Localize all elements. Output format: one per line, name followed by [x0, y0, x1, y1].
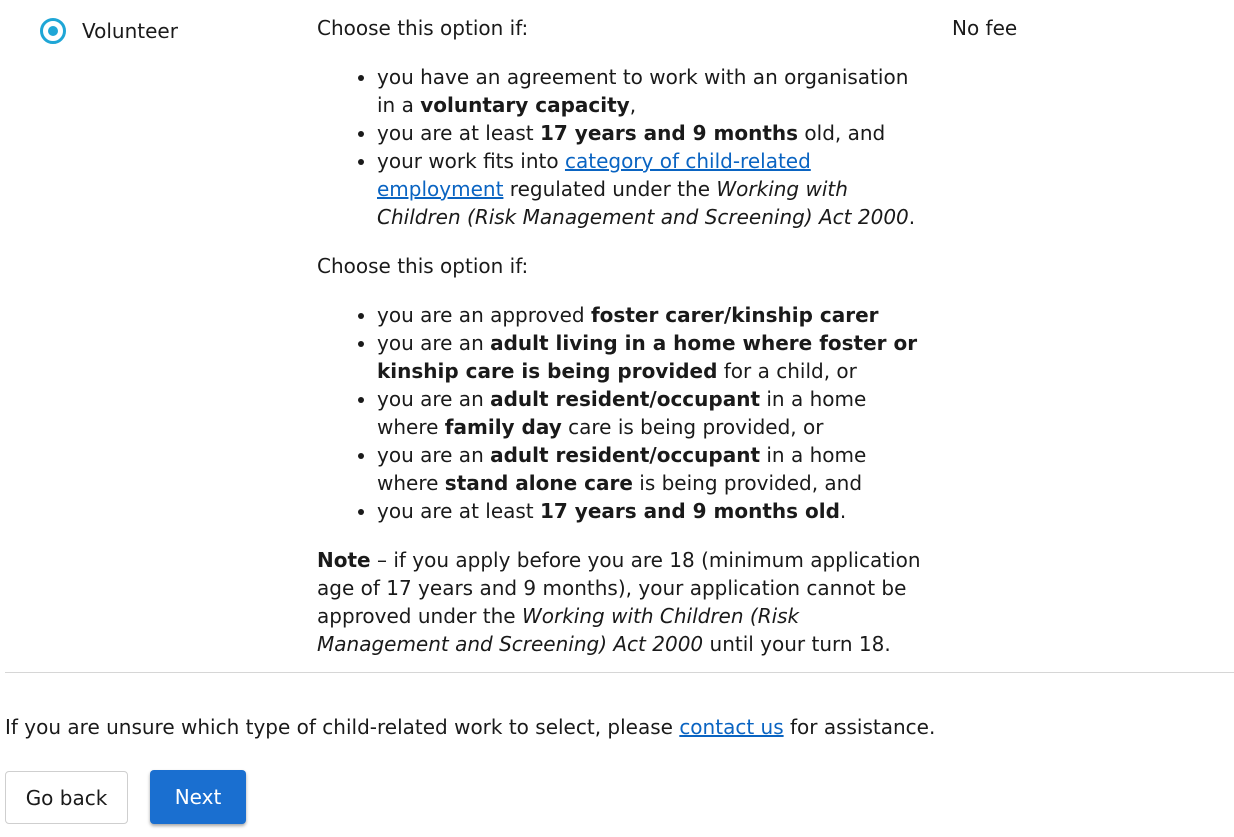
- list-bold: 17 years and 9 months old: [540, 499, 840, 523]
- list-text: ,: [629, 93, 637, 117]
- act-title: Working with Children (Risk Management and Screening) Act 2000: [317, 604, 800, 656]
- fee-amount: No fee: [952, 16, 1018, 40]
- help-text-pre: If you are unsure which type of child-related work to select, please: [5, 715, 680, 739]
- contact-us-link[interactable]: contact us: [679, 715, 784, 739]
- option-description: [317, 14, 927, 658]
- list-item: [377, 497, 927, 525]
- next-button[interactable]: Next: [150, 770, 246, 824]
- list-bold: adult resident/occupant: [490, 443, 761, 467]
- list-text: regulated under the: [503, 177, 717, 201]
- list-text: for a child, or: [717, 359, 857, 383]
- list-item: [377, 441, 927, 497]
- go-back-button[interactable]: Go back: [5, 771, 128, 824]
- list-bold: foster carer/kinship carer: [590, 303, 879, 327]
- list-item: [377, 385, 927, 441]
- list-bold: adult resident/occupant: [490, 387, 761, 411]
- note-text: until your turn 18.: [703, 632, 891, 656]
- list-bold: family day: [444, 415, 562, 439]
- radio-dot-icon: [48, 26, 58, 36]
- list-text: old, and: [798, 121, 886, 145]
- list-text: you are an: [377, 387, 491, 411]
- list-text: care is being provided, or: [561, 415, 824, 439]
- option-label: Volunteer: [82, 19, 178, 43]
- list-text: you are an: [377, 443, 491, 467]
- divider: [5, 672, 1234, 673]
- section2-list: [317, 301, 927, 525]
- list-item: [377, 329, 927, 385]
- list-bold: adult living in a home where foster or kinship care is being provided: [377, 331, 918, 383]
- help-text: [5, 713, 935, 741]
- section2-intro: Choose this option if:: [317, 254, 529, 278]
- list-bold: stand alone care: [444, 471, 633, 495]
- list-item: [377, 301, 927, 329]
- list-bold: voluntary capacity: [420, 93, 630, 117]
- list-text: .: [908, 205, 916, 229]
- act-title: Working with Children (Risk Management and Screening) Act 2000: [377, 177, 909, 229]
- note-paragraph: [317, 546, 927, 658]
- list-item: [377, 63, 927, 119]
- note-label: Note: [317, 548, 371, 572]
- list-text: in a home where: [377, 387, 867, 439]
- list-text: in a home where: [377, 443, 867, 495]
- list-text: you are an approved: [377, 303, 591, 327]
- list-text: you are at least: [377, 121, 540, 145]
- category-employment-link[interactable]: category of child-related employment: [377, 149, 811, 201]
- list-item: [377, 119, 927, 147]
- list-bold: 17 years and 9 months: [540, 121, 799, 145]
- list-item: [377, 147, 927, 231]
- list-text: you have an agreement to work with an organisation in a: [377, 65, 909, 117]
- volunteer-radio-option[interactable]: [40, 15, 178, 47]
- radio-selected-icon[interactable]: [40, 18, 66, 44]
- note-text: – if you apply before you are 18 (minimum application age of 17 years and 9 months), your application cannot be approved under the: [317, 548, 921, 628]
- list-text: you are an: [377, 331, 491, 355]
- help-text-post: for assistance.: [783, 715, 936, 739]
- list-text: .: [839, 499, 847, 523]
- list-text: you are at least: [377, 499, 540, 523]
- list-text: is being provided, and: [632, 471, 863, 495]
- section1-intro: Choose this option if:: [317, 16, 529, 40]
- section1-list: [317, 63, 927, 231]
- list-text: your work fits into: [377, 149, 565, 173]
